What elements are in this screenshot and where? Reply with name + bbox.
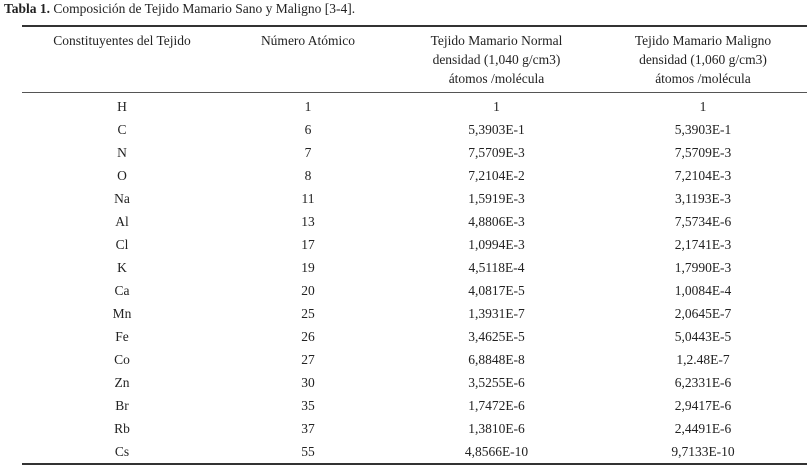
- table-row: [22, 325, 807, 348]
- table-row: [22, 210, 807, 233]
- header-malignant-tissue-line: densidad (1,060 g/cm3): [639, 52, 767, 67]
- malignant-value-cell: 5,0443E-5: [674, 329, 732, 344]
- malignant-value-cell: 9,7133E-10: [671, 444, 735, 459]
- normal-value-cell: 4,8566E-10: [464, 444, 529, 459]
- atomic-number-cell: 35: [301, 398, 315, 413]
- malignant-value-cell: 1,0084E-4: [674, 283, 732, 298]
- malignant-value-cell: 2,1741E-3: [674, 237, 732, 252]
- normal-value-cell: 1,3931E-7: [468, 306, 525, 321]
- table-row: [22, 279, 807, 302]
- header-normal-tissue-line: átomos /molécula: [448, 71, 545, 86]
- malignant-value-cell: 2,0645E-7: [674, 306, 732, 321]
- composition-table: [22, 27, 807, 463]
- table-row: [22, 371, 807, 394]
- normal-value-cell: 7,2104E-2: [468, 168, 525, 183]
- composition-table-container: [22, 25, 807, 465]
- element-cell: Zn: [114, 375, 130, 390]
- element-cell: Rb: [114, 421, 130, 436]
- atomic-number-cell: 37: [301, 421, 315, 436]
- malignant-value-cell: 2,4491E-6: [674, 421, 732, 436]
- header-row: [22, 27, 807, 92]
- header-constituents: [22, 27, 222, 92]
- element-cell: C: [117, 122, 127, 137]
- header-atomic-number-line: Número Atómico: [260, 33, 356, 48]
- element-cell: Na: [114, 191, 130, 206]
- table-row: [22, 256, 807, 279]
- malignant-value-cell: 7,5709E-3: [674, 145, 732, 160]
- table-row: [22, 302, 807, 325]
- atomic-number-cell: 13: [301, 214, 315, 229]
- header-malignant-tissue-line: Tejido Mamario Maligno: [634, 33, 772, 48]
- table-caption: [4, 1, 355, 17]
- element-cell: O: [117, 168, 127, 183]
- malignant-value-cell: 1,7990E-3: [674, 260, 732, 275]
- malignant-value-cell: 1: [699, 99, 707, 114]
- element-cell: Fe: [115, 329, 129, 344]
- malignant-value-cell: 6,2331E-6: [674, 375, 732, 390]
- element-cell: H: [117, 99, 127, 114]
- table-row: [22, 187, 807, 210]
- table-row: [22, 394, 807, 417]
- table-row: [22, 417, 807, 440]
- header-normal-tissue-line: Tejido Mamario Normal: [430, 33, 563, 48]
- malignant-value-cell: 7,5734E-6: [674, 214, 732, 229]
- header-malignant-tissue-line: átomos /molécula: [655, 71, 751, 86]
- atomic-number-cell: 55: [301, 444, 315, 459]
- atomic-number-cell: 17: [301, 237, 315, 252]
- table-body: [22, 93, 807, 463]
- table-row: [22, 348, 807, 371]
- atomic-number-cell: 20: [301, 283, 315, 298]
- header-normal-tissue-line: densidad (1,040 g/cm3): [432, 52, 561, 67]
- atomic-number-cell: 30: [301, 375, 315, 390]
- element-cell: Co: [114, 352, 130, 367]
- atomic-number-cell: 27: [301, 352, 315, 367]
- element-cell: Ca: [114, 283, 130, 298]
- table-row: [22, 164, 807, 187]
- element-cell: N: [117, 145, 127, 160]
- header-malignant-tissue: [599, 27, 807, 92]
- normal-value-cell: 4,8806E-3: [468, 214, 525, 229]
- atomic-number-cell: 19: [301, 260, 315, 275]
- table-row: [22, 93, 807, 118]
- table-row: [22, 118, 807, 141]
- malignant-value-cell: 1,2.48E-7: [676, 352, 730, 367]
- normal-value-cell: 6,8848E-8: [468, 352, 525, 367]
- malignant-value-cell: 2,9417E-6: [674, 398, 732, 413]
- header-normal-tissue: [394, 27, 599, 92]
- element-cell: Mn: [112, 306, 132, 321]
- atomic-number-cell: 8: [304, 168, 312, 183]
- normal-value-cell: 1,5919E-3: [468, 191, 525, 206]
- malignant-value-cell: 3,1193E-3: [674, 191, 732, 206]
- normal-value-cell: 1,0994E-3: [468, 237, 525, 252]
- normal-value-cell: 4,5118E-4: [468, 260, 525, 275]
- normal-value-cell: 1: [493, 99, 500, 114]
- normal-value-cell: 3,4625E-5: [468, 329, 525, 344]
- normal-value-cell: 5,3903E-1: [468, 122, 525, 137]
- table-row: [22, 440, 807, 463]
- atomic-number-cell: 1: [304, 99, 312, 114]
- header-atomic-number: [222, 27, 394, 92]
- table-header: [22, 27, 807, 93]
- bottom-rule: [22, 463, 807, 465]
- atomic-number-cell: 26: [301, 329, 315, 344]
- normal-value-cell: 3,5255E-6: [468, 375, 525, 390]
- normal-value-cell: 1,3810E-6: [468, 421, 525, 436]
- caption-label: Tabla 1.: [4, 1, 51, 16]
- atomic-number-cell: 7: [304, 145, 312, 160]
- malignant-value-cell: 7,2104E-3: [674, 168, 732, 183]
- normal-value-cell: 1,7472E-6: [468, 398, 525, 413]
- element-cell: Al: [115, 214, 129, 229]
- atomic-number-cell: 11: [301, 191, 315, 206]
- table-row: [22, 141, 807, 164]
- element-cell: K: [117, 260, 127, 275]
- table-row: [22, 233, 807, 256]
- malignant-value-cell: 5,3903E-1: [674, 122, 732, 137]
- normal-value-cell: 7,5709E-3: [468, 145, 525, 160]
- atomic-number-cell: 25: [301, 306, 315, 321]
- caption-text: Composición de Tejido Mamario Sano y Maligno [3-4].: [50, 1, 356, 16]
- element-cell: Cl: [115, 237, 129, 252]
- element-cell: Br: [115, 398, 129, 413]
- normal-value-cell: 4,0817E-5: [468, 283, 525, 298]
- header-constituents-line: Constituyentes del Tejido: [53, 33, 191, 48]
- element-cell: Cs: [114, 444, 130, 459]
- atomic-number-cell: 6: [304, 122, 312, 137]
